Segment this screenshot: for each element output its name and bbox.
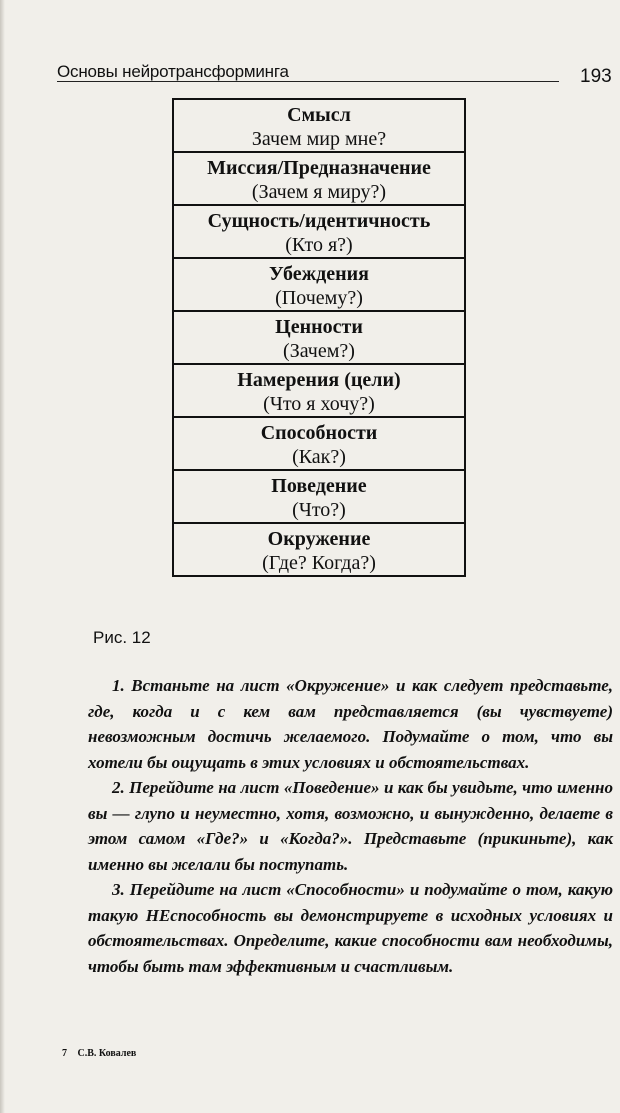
- instruction-paragraph: 2. Перейдите на лист «Поведение» и как бы увидьте, что именно вы — глупо и неуместно, хотя, возможно, и вынужденно, делаете в этом самом «Где?» и «Когда?». Представьте (прикиньте), как именно вы желали бы поступать.: [88, 778, 613, 874]
- level-box: [174, 100, 464, 153]
- level-name: Смысл: [287, 104, 351, 126]
- signature-footer: [62, 1048, 144, 1059]
- logical-levels-diagram: [172, 98, 466, 577]
- page-number: 193: [580, 66, 612, 87]
- level-name: Сущность/идентичность: [207, 210, 431, 232]
- level-question: (Что я хочу?): [263, 393, 375, 415]
- level-box: [174, 418, 464, 471]
- page-edge-shadow: [0, 0, 5, 1113]
- level-box: [174, 471, 464, 524]
- level-box: [174, 312, 464, 365]
- level-name: Убеждения: [269, 263, 369, 285]
- level-name: Поведение: [271, 475, 367, 497]
- header-rule: [57, 81, 559, 82]
- level-box: [174, 524, 464, 577]
- signature-number: 7: [62, 1048, 67, 1059]
- level-question: (Где? Когда?): [262, 552, 376, 574]
- footer-author: С.В. Ковалев: [77, 1048, 137, 1059]
- level-box: [174, 259, 464, 312]
- instruction-paragraph: 3. Перейдите на лист «Способности» и подумайте о том, какую такую НЕспособность вы демонстрируете в исходных условиях и обстоятельствах. Определите, какие способности вам необходимы, чтобы быть там эффективным и счастливым.: [88, 880, 613, 976]
- level-question: Зачем мир мне?: [251, 128, 387, 150]
- level-name: Намерения (цели): [237, 369, 401, 391]
- instructions-text: [88, 673, 613, 979]
- level-question: (Зачем?): [283, 340, 355, 362]
- level-name: Миссия/Предназначение: [207, 157, 431, 179]
- level-question: (Как?): [292, 446, 346, 468]
- level-question: (Почему?): [275, 287, 363, 309]
- level-box: [174, 153, 464, 206]
- level-box: [174, 206, 464, 259]
- figure-caption: Рис. 12: [93, 628, 151, 647]
- level-name: Окружение: [267, 528, 371, 550]
- level-question: (Что?): [292, 499, 346, 521]
- level-box: [174, 365, 464, 418]
- level-question: (Зачем я миру?): [251, 181, 387, 203]
- running-header-title: Основы нейротрансформинга: [57, 62, 289, 81]
- instruction-paragraph: 1. Встаньте на лист «Окружение» и как следует представьте, где, когда и с кем вам представляется (вы чувствуете) невозможным достичь желаемого. Подумайте о том, что вы хотели бы ощущать в этих условиях и обстоятельствах.: [88, 676, 613, 772]
- level-name: Ценности: [275, 316, 363, 338]
- level-question: (Кто я?): [285, 234, 353, 256]
- running-header: [57, 58, 617, 88]
- level-name: Способности: [260, 422, 378, 444]
